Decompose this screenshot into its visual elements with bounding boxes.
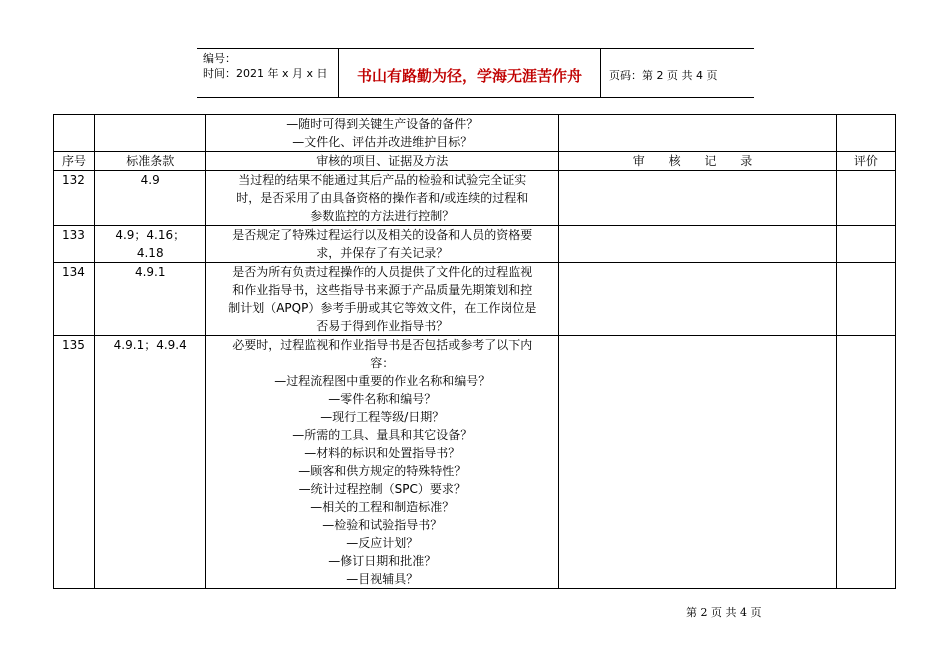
number-label: 编号：: [203, 52, 236, 65]
row-number: 133: [54, 226, 95, 263]
evaluation-cell[interactable]: [836, 336, 895, 589]
audit-item: [206, 226, 559, 263]
audit-table: [53, 114, 896, 589]
continuation-line: —文件化、评估并改进维护目标？: [292, 135, 473, 149]
audit-item-line: 必要时，过程监视和作业指导书是否包括或参考了以下内: [232, 338, 533, 352]
table-row: [54, 171, 896, 226]
col-header-item: 审核的项目、证据及方法: [206, 152, 559, 171]
audit-item-line: —检验和试验指导书？: [322, 518, 443, 532]
audit-record-cell[interactable]: [559, 336, 837, 589]
standard-clause: [95, 263, 206, 336]
audit-item: [206, 263, 559, 336]
row-number: 132: [54, 171, 95, 226]
audit-record-cell[interactable]: [559, 226, 837, 263]
table-row-continuation: [54, 115, 896, 152]
standard-line: 4.9；4.16；: [115, 228, 186, 242]
time-label: 时间：2021 年 x 月 x 日: [203, 67, 328, 80]
audit-item-line: —相关的工程和制造标准？: [310, 500, 455, 514]
audit-item-line: 和作业指导书，这些指导书来源于产品质量先期策划和控: [232, 283, 533, 297]
audit-item-line: —反应计划？: [346, 536, 419, 550]
standard-line: 4.18: [136, 246, 164, 260]
continuation-line: —随时可得到关键生产设备的备件？: [286, 117, 479, 131]
col-header-evaluation: 评价: [836, 152, 895, 171]
evaluation-cell[interactable]: [836, 171, 895, 226]
audit-record-cell[interactable]: [559, 263, 837, 336]
audit-item-line: —零件名称和编号？: [328, 392, 437, 406]
standard-clause: [95, 226, 206, 263]
audit-item-line: 当过程的结果不能通过其后产品的检验和试验完全证实: [238, 173, 527, 187]
standard-line: 4.9.1: [134, 265, 166, 279]
row-number: 134: [54, 263, 95, 336]
audit-item-line: —目视辅具？: [346, 572, 419, 586]
evaluation-cell[interactable]: [836, 263, 895, 336]
header-motto: 书山有路勤为径，学海无涯苦作舟: [339, 49, 601, 97]
audit-item-line: —材料的标识和处置指导书？: [304, 446, 461, 460]
audit-item-line: 求，并保存了有关记录？: [316, 246, 449, 260]
standard-clause: [95, 336, 206, 589]
audit-item-line: —过程流程图中重要的作业名称和编号？: [274, 374, 491, 388]
header-page-label: 页码：第 2 页 共 4 页: [609, 69, 718, 82]
table-row: [54, 263, 896, 336]
audit-item-line: —所需的工具、量具和其它设备？: [292, 428, 473, 442]
row-number: 135: [54, 336, 95, 589]
table-row: [54, 336, 896, 589]
col-header-standard: 标准条款: [95, 152, 206, 171]
audit-item-line: 制计划（APQP）参考手册或其它等效文件，在工作岗位是: [228, 301, 537, 315]
header-meta: [197, 49, 339, 97]
page-footer: 第 2 页 共 4 页: [686, 606, 762, 619]
audit-item-line: —现行工程等级/日期？: [320, 410, 445, 424]
table-header-row: [54, 152, 896, 171]
audit-item-line: —顾客和供方规定的特殊特性？: [298, 464, 467, 478]
audit-item-line: 容：: [370, 356, 395, 370]
audit-item-line: —统计过程控制（SPC）要求？: [298, 482, 466, 496]
standard-line: 4.9.1；4.9.4: [113, 338, 187, 352]
audit-item: [206, 171, 559, 226]
audit-record-cell[interactable]: [559, 171, 837, 226]
standard-line: 4.9: [140, 173, 160, 187]
audit-item-line: —修订日期和批准？: [328, 554, 437, 568]
audit-item-line: 是否为所有负责过程操作的人员提供了文件化的过程监视: [232, 265, 533, 279]
audit-item-line: 是否规定了特殊过程运行以及相关的设备和人员的资格要: [232, 228, 533, 242]
evaluation-cell[interactable]: [836, 226, 895, 263]
audit-item: [206, 336, 559, 589]
table-row: [54, 226, 896, 263]
col-header-no: 序号: [54, 152, 95, 171]
standard-clause: [95, 171, 206, 226]
document-header: [197, 48, 754, 98]
continuation-cell: [206, 115, 559, 152]
col-header-record: 审 核 记 录: [559, 152, 837, 171]
audit-item-line: 参数监控的方法进行控制？: [310, 209, 455, 223]
audit-item-line: 时，是否采用了由具备资格的操作者和/或连续的过程和: [236, 191, 529, 205]
audit-item-line: 否易于得到作业指导书？: [316, 319, 449, 333]
